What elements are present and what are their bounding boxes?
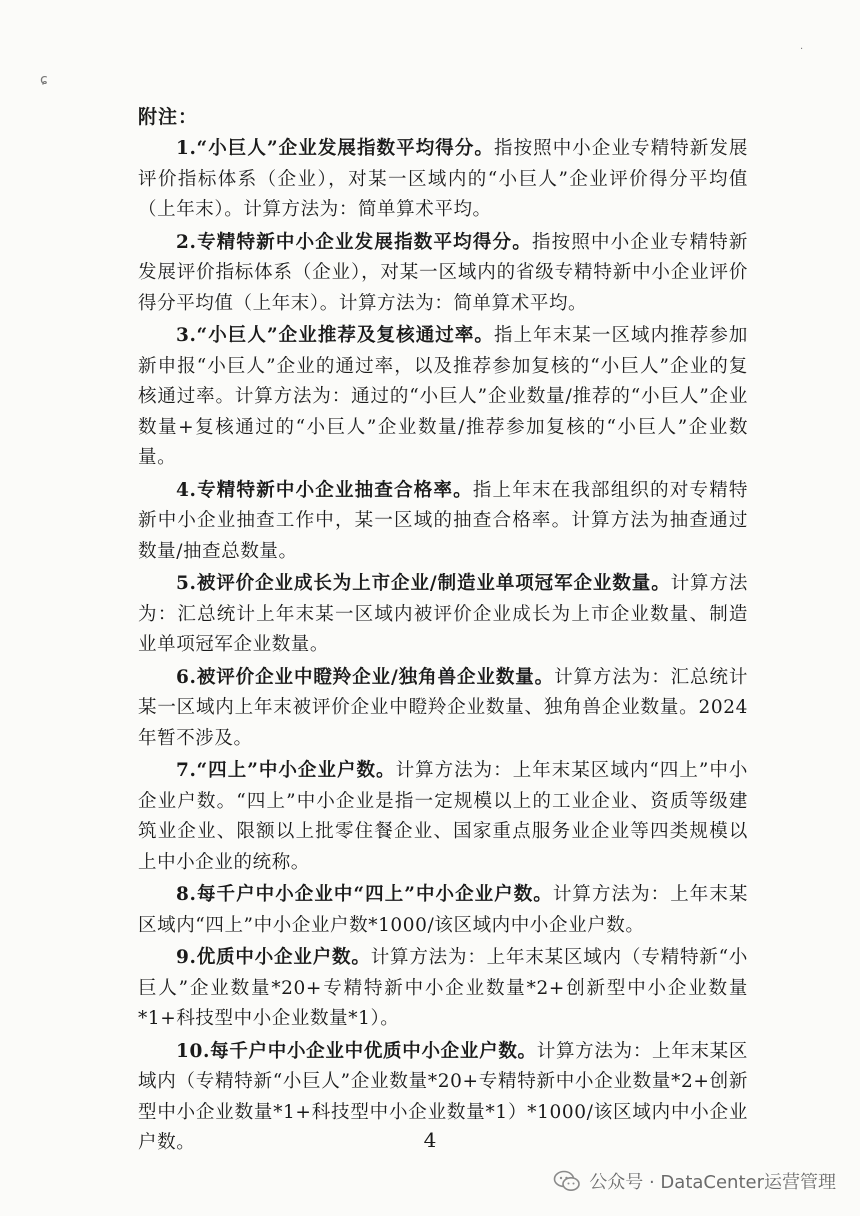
- scan-mark-icon: ɕ: [40, 72, 48, 88]
- note-item: [138, 321, 748, 474]
- note-title: 1.“小巨人”企业发展指数平均得分。: [176, 138, 494, 159]
- document-body: [138, 102, 748, 1161]
- note-item: [138, 943, 748, 1035]
- note-title: 6.被评价企业中瞪羚企业/独角兽企业数量。: [176, 666, 555, 688]
- note-title: 2.专精特新中小企业发展指数平均得分。: [176, 231, 532, 253]
- note-body: 计算方法为：汇总统计上年末某一区域内被评价企业成长为上市企业数量、制造业单项冠军企业数量。: [138, 573, 748, 655]
- note-body: 计算方法为：上年末某区域内“四上”中小企业户数。“四上”中小企业是指一定规模以上的工业企业、资质等级建筑业企业、限额以上批零住餐企业、国家重点服务业企业等四类规模以上中小企业的统称。: [138, 760, 748, 873]
- note-item: [138, 134, 748, 226]
- note-body: 计算方法为：上年末某区域内（专精特新“小巨人”企业数量*20+专精特新中小企业数量*2+创新型中小企业数量*1+科技型中小企业数量*1）。: [138, 947, 748, 1029]
- note-item: [138, 569, 748, 661]
- note-body: 计算方法为：上年末某区域内（专精特新“小巨人”企业数量*20+专精特新中小企业数量*2+创新型中小企业数量*1+科技型中小企业数量*1）*1000/该区域内中小企业户数。: [138, 1040, 748, 1153]
- page-number: 4: [423, 1128, 437, 1152]
- note-title: 3.“小巨人”企业推荐及复核通过率。: [176, 325, 494, 346]
- note-body: 指按照中小企业专精特新发展评价指标体系（企业），对某一区域内的“小巨人”企业评价得分平均值（上年末）。计算方法为：简单算术平均。: [138, 138, 748, 220]
- note-body: 指按照中小企业专精特新发展评价指标体系（企业），对某一区域内的省级专精特新中小企业评价得分平均值（上年末）。计算方法为：简单算术平均。: [138, 231, 748, 314]
- note-item: [138, 476, 748, 568]
- note-body: 计算方法为：汇总统计某一区域内上年末被评价企业中瞪羚企业数量、独角兽企业数量。2024 年暂不涉及。: [138, 666, 748, 749]
- wechat-icon: [553, 1170, 581, 1192]
- note-item: [138, 756, 748, 878]
- note-title: 7.“四上”中小企业户数。: [176, 760, 396, 781]
- note-body: 指上年末某一区域内推荐参加新申报“小巨人”企业的通过率，以及推荐参加复核的“小巨人”企业的复核通过率。计算方法为：通过的“小巨人”企业数量/推荐的“小巨人”企业数量+复核通过的“小巨人”企业数量/推荐参加复核的“小巨人”企业数量。: [138, 325, 748, 468]
- note-title: 5.被评价企业成长为上市企业/制造业单项冠军企业数量。: [176, 573, 671, 594]
- note-item: [138, 663, 748, 755]
- note-body: 指上年末在我部组织的对专精特新中小企业抽查工作中，某一区域的抽查合格率。计算方法为抽查通过数量/抽查总数量。: [138, 479, 749, 562]
- scan-speck-icon: ·: [800, 44, 804, 55]
- notes-heading: 附注：: [138, 106, 199, 128]
- note-item: [138, 880, 748, 941]
- note-title: 9.优质中小企业户数。: [176, 947, 371, 968]
- note-title: 8.每千户中小企业中“四上”中小企业户数。: [176, 884, 553, 905]
- note-item: [138, 228, 748, 320]
- watermark: [553, 1168, 836, 1194]
- note-title: 4.专精特新中小企业抽查合格率。: [176, 479, 473, 501]
- note-title: 10.每千户中小企业中优质中小企业户数。: [176, 1040, 537, 1062]
- note-body: 计算方法为：上年末某区域内“四上”中小企业户数*1000/该区域内中小企业户数。: [138, 884, 748, 936]
- watermark-text: 公众号 · DataCenter运营管理: [589, 1172, 836, 1193]
